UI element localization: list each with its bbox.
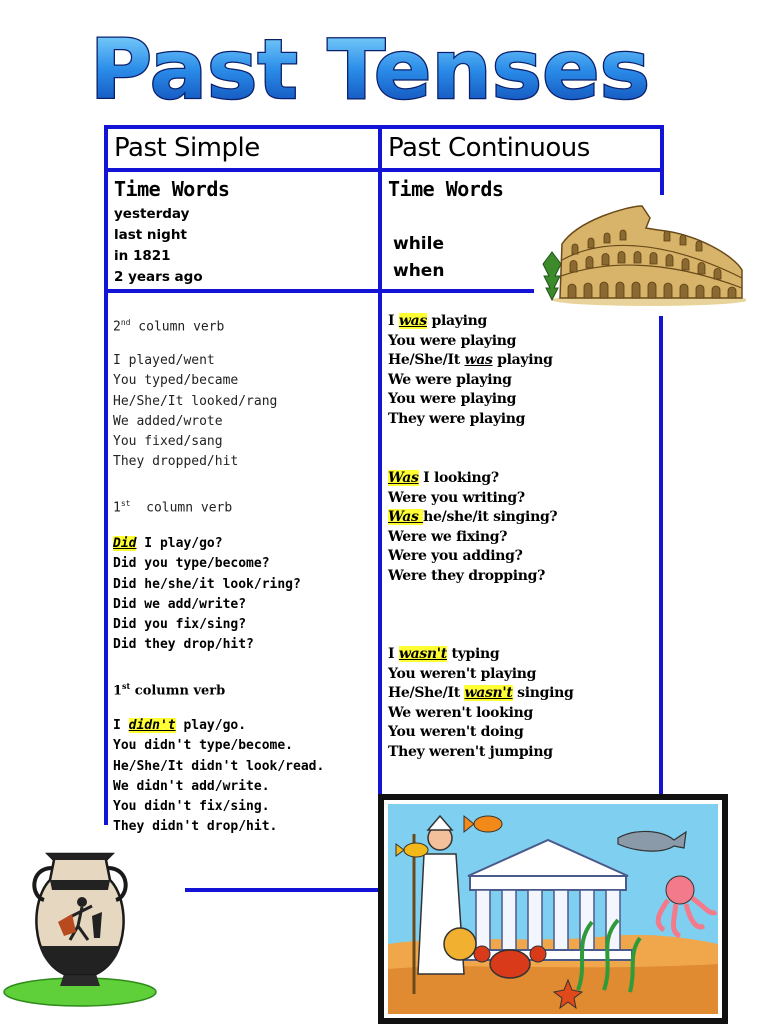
list-item: Were we fixing? [388,528,508,545]
list-item: Were they dropping? [388,567,546,584]
table-right-border [660,125,664,195]
highlighted-auxiliary: Was [388,470,419,486]
list-item: You weren't doing [388,724,524,741]
list-item: You were playing [388,332,517,349]
time-word: in 1821 [114,248,171,264]
past-simple-affirmative-label: 2nd column verb [113,318,225,335]
time-word: 2 years ago [114,269,203,285]
emphasized-auxiliary: was [464,352,493,369]
table-top-border [104,125,664,129]
list-item: He/She/It didn't look/read. [113,758,325,774]
list-item: He/She/It was playing [388,352,553,369]
past-continuous-time-words [393,231,444,285]
page-title [70,23,670,118]
list-item: I didn't play/go. [113,718,247,733]
list-item: He/She/It looked/rang [113,393,278,409]
list-item: You typed/became [113,373,239,389]
table-left-border [104,125,108,825]
past-simple-question-label: 1st column verb [113,499,233,516]
past-simple-heading: Past Simple [114,133,260,163]
list-item: You fixed/sang [113,434,223,450]
list-item: They were playing [388,410,526,427]
list-item: Did he/she/it look/ring? [113,576,301,592]
past-continuous-affirmative-list [388,312,553,430]
highlighted-auxiliary: wasn't [398,646,447,662]
past-continuous-question-list [388,469,557,587]
list-item: I played/went [113,353,215,368]
time-word: last night [114,227,187,243]
list-item: We were playing [388,371,512,388]
time-word: when [393,261,445,281]
underwater-greek-temple-illustration [378,794,728,1024]
list-item: They weren't jumping [388,743,553,760]
list-item: Did we add/write? [113,596,247,612]
time-word: yesterday [114,206,190,222]
list-item: Did I play/go? [113,536,223,551]
list-item: You were playing [388,391,517,408]
list-item: They dropped/hit [113,454,239,470]
list-item: Did you fix/sing? [113,617,247,633]
highlighted-auxiliary: wasn't [464,685,513,702]
page-title-text: Past Tenses [90,23,650,118]
list-item: I wasn't typing [388,646,500,662]
table-header-divider [104,168,664,172]
table-timewords-divider [104,289,534,293]
highlighted-auxiliary: didn't [128,718,176,733]
past-simple-negative-list [113,716,324,838]
table-middle-border [378,125,382,893]
past-simple-time-words [114,204,203,288]
table-right-border-lower [659,316,663,796]
list-item: He/She/It wasn't singing [388,685,574,702]
past-simple-question-list [113,534,301,656]
highlighted-auxiliary: Was [388,509,424,526]
list-item: You didn't type/become. [113,738,294,754]
past-simple-time-words-heading: Time Words [114,177,230,201]
past-continuous-heading: Past Continuous [388,133,590,163]
list-item: Were you adding? [388,548,523,565]
past-simple-negative-label: 1st column verb [113,681,226,699]
highlighted-auxiliary: was [398,313,427,329]
highlighted-auxiliary: Did [113,536,137,551]
past-simple-affirmative-list [113,351,277,473]
table-bottom-border [185,888,382,892]
colosseum-illustration [538,200,746,308]
list-item: We added/wrote [113,413,223,429]
list-item: Was he/she/it singing? [388,509,558,526]
list-item: We weren't looking [388,704,533,721]
list-item: You weren't playing [388,665,537,682]
past-continuous-time-words-heading: Time Words [388,177,504,201]
list-item: You didn't fix/sing. [113,799,270,815]
list-item: We didn't add/write. [113,778,270,794]
list-item: Was I looking? [388,470,499,486]
list-item: Did you type/become? [113,556,270,572]
time-word: while [393,234,444,254]
list-item: Were you writing? [388,489,525,506]
list-item: I was playing [388,313,488,329]
list-item: Did they drop/hit? [113,637,254,653]
past-continuous-negative-list [388,645,574,763]
greek-amphora-vase [0,840,160,1010]
list-item: They didn't drop/hit. [113,819,278,835]
